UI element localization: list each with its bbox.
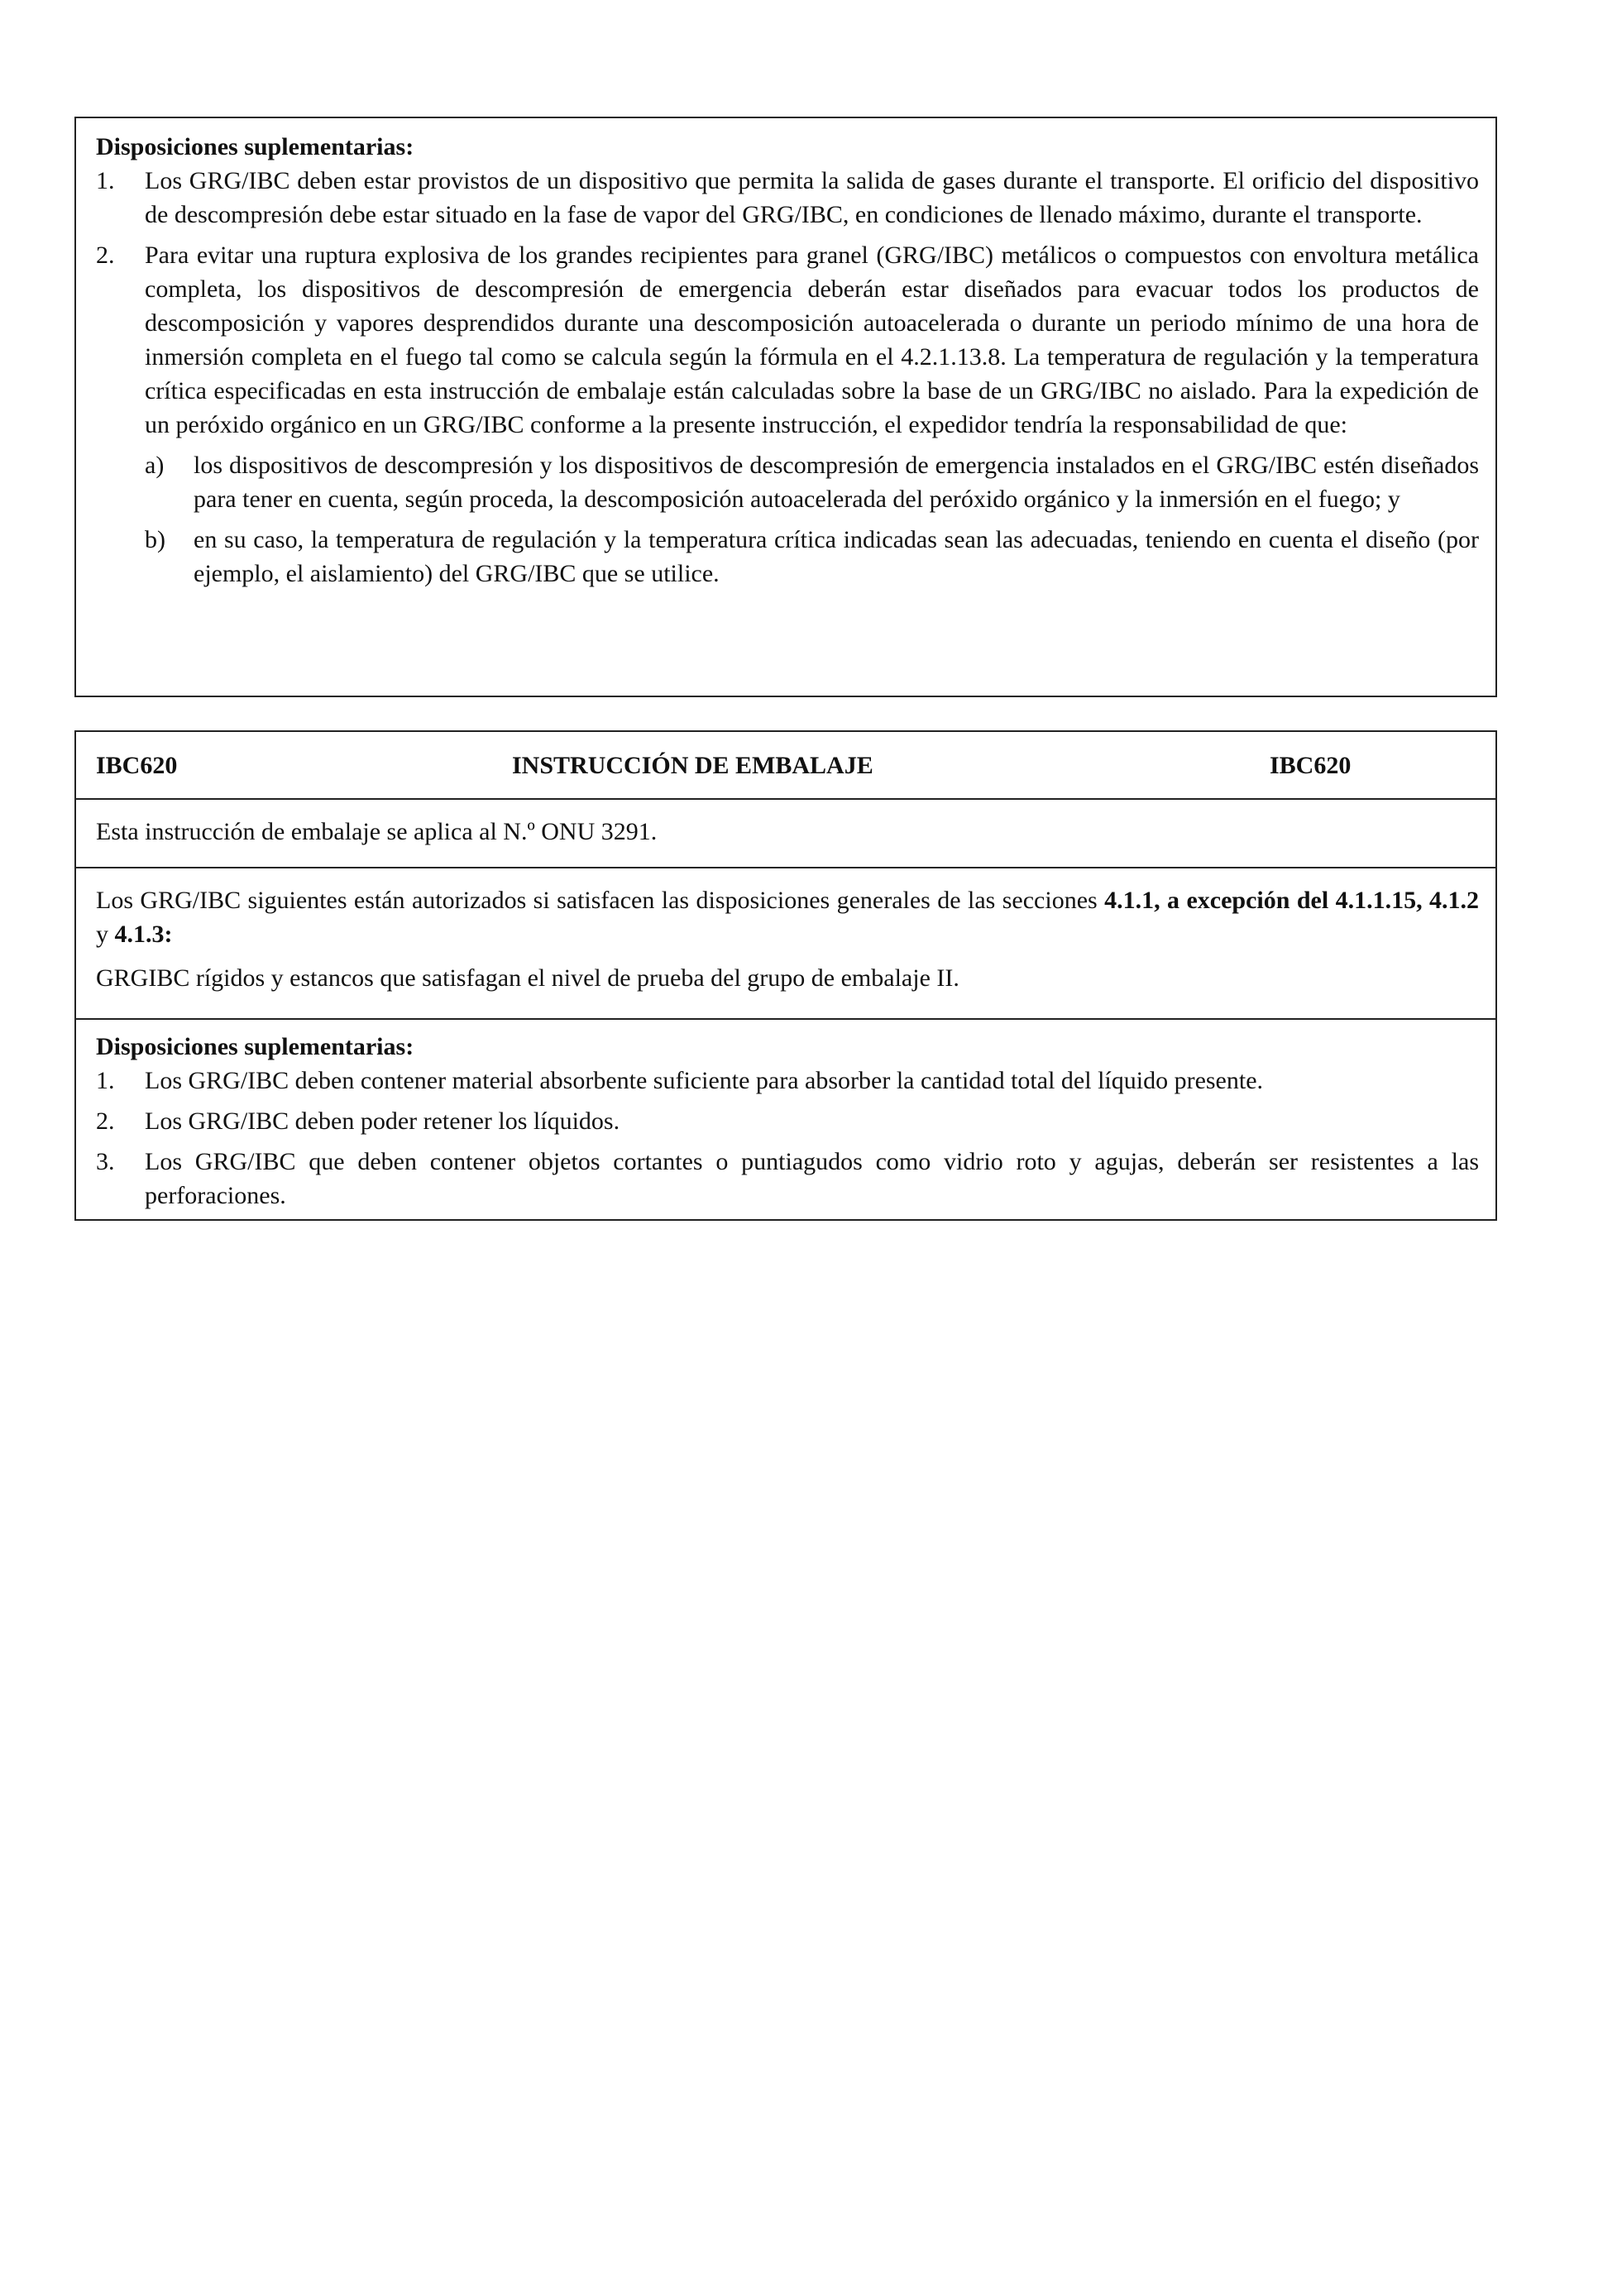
applies-section bbox=[76, 800, 1495, 868]
item-number: 3. bbox=[96, 1148, 115, 1175]
sub-list-item bbox=[96, 523, 1479, 591]
sub-item-letter: a) bbox=[145, 452, 165, 479]
item-text: Los GRG/IBC que deben contener objetos cortantes o puntiagudos como vidrio roto y agujas, deberán ser resistentes a las perforaciones. bbox=[145, 1148, 1479, 1209]
item-number: 1. bbox=[96, 1067, 115, 1094]
list-item bbox=[96, 1064, 1479, 1098]
section-heading: Disposiciones suplementarias: bbox=[96, 1033, 414, 1060]
sub-item-text: en su caso, la temperatura de regulación y la temperatura crítica indicadas sean las adecuadas, teniendo en cuenta el diseño (por ejemplo, el aislamiento) del GRG/IBC que se utilice. bbox=[194, 526, 1479, 587]
authorized-section bbox=[76, 868, 1495, 1020]
instruction-title: INSTRUCCIÓN DE EMBALAJE bbox=[512, 752, 873, 779]
packing-instruction-table bbox=[74, 730, 1497, 1221]
item-text: Los GRG/IBC deben contener material absorbente suficiente para absorber la cantidad total del líquido presente. bbox=[145, 1067, 1264, 1094]
sub-item-text: los dispositivos de descompresión y los dispositivos de descompresión de emergencia instalados en el GRG/IBC estén diseñados para tener en cuenta, según proceda, la descomposición autoacelerada del peróxido orgánico y la inmersión en el fuego; y bbox=[194, 452, 1479, 513]
item-text: Los GRG/IBC deben estar provistos de un dispositivo que permita la salida de gases durante el transporte. El orificio del dispositivo de descompresión debe estar situado en la fase de vapor del GRG/IBC, en condiciones de llenado máximo, durante el transporte. bbox=[145, 167, 1479, 228]
authorized-prefix: Los GRG/IBC siguientes están autorizados si satisfacen las disposiciones generales de las secciones bbox=[96, 887, 1105, 914]
rigid-ibc-text: GRGIBC rígidos y estancos que satisfagan el nivel de prueba del grupo de embalaje II. bbox=[96, 964, 959, 992]
list-item bbox=[96, 1104, 1479, 1138]
list-item bbox=[96, 164, 1479, 232]
sub-item-letter: b) bbox=[145, 526, 165, 553]
authorized-sections: 4.1.1, a excepción del 4.1.1.15, 4.1.2 bbox=[1104, 887, 1479, 914]
applies-text: Esta instrucción de embalaje se aplica al N.º ONU 3291. bbox=[96, 818, 658, 845]
item-text: Los GRG/IBC deben poder retener los líquidos. bbox=[145, 1107, 620, 1135]
supplementary-provisions-section bbox=[76, 1020, 1495, 1213]
item-number: 2. bbox=[96, 1107, 115, 1135]
instruction-code-right: IBC620 bbox=[1270, 752, 1352, 779]
instruction-code-left: IBC620 bbox=[96, 752, 178, 779]
instruction-header bbox=[76, 732, 1495, 800]
supplementary-provisions-box bbox=[74, 117, 1497, 697]
list-item bbox=[96, 238, 1479, 442]
authorized-and: y bbox=[96, 921, 115, 948]
sub-list-item bbox=[96, 448, 1479, 516]
section-heading: Disposiciones suplementarias: bbox=[96, 133, 414, 160]
item-text: Para evitar una ruptura explosiva de los grandes recipientes para granel (GRG/IBC) metálicos o compuestos con envoltura metálica completa, los dispositivos de descompresión de emergencia deberán estar diseñados para evacuar todos los productos de descomposición y vapores desprendidos durante una descomposición autoacelerada o durante un periodo mínimo de una hora de inmersión completa en el fuego tal como se calcula según la fórmula en el 4.2.1.13.8. La temperatura de regulación y la temperatura crítica especificadas en esta instrucción de embalaje están calculadas sobre la base de un GRG/IBC no aislado. Para la expedición de un peróxido orgánico en un GRG/IBC conforme a la presente instrucción, el expedidor tendría la responsabilidad de que: bbox=[145, 242, 1479, 438]
item-number: 1. bbox=[96, 167, 115, 194]
authorized-text bbox=[96, 883, 1479, 951]
list-item bbox=[96, 1145, 1479, 1213]
item-number: 2. bbox=[96, 242, 115, 269]
authorized-last-section: 4.1.3: bbox=[114, 921, 173, 948]
